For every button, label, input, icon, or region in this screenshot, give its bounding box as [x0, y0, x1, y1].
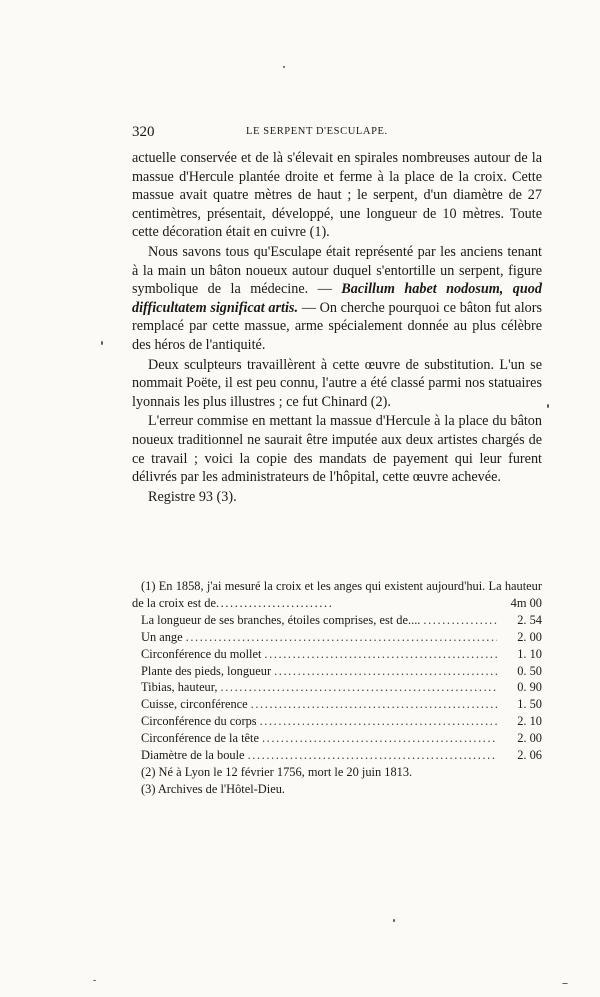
measurement-label: Circonférence du mollet	[141, 646, 262, 661]
measurement-row	[132, 679, 542, 696]
leader-dots	[264, 646, 497, 663]
paragraph-1: actuelle conservée et de là s'élevait en spirales nombreuses autour de la massue d'Hercule plantée droite et ferme à la place de la croix. Cette massue avait quatre mètres de haut ; le serpent, d'un diamètre de 27 centimètres, présentait, développé, une longueur de 10 mètres. Toute cette décoration était en cuivre (1).	[132, 150, 542, 241]
page-number: 320	[132, 124, 155, 140]
leader-dots	[260, 713, 497, 730]
measurement-value: 2. 06	[517, 748, 542, 763]
measurement-list	[132, 612, 542, 764]
paragraph-2	[132, 243, 542, 355]
leader-dots	[274, 663, 497, 680]
footnote-1-intro: (1) En 1858, j'ai mesuré la croix et les anges qui existent aujourd'hui. La hauteur de la croix est de......................... 4m 00	[132, 579, 542, 610]
measurement-value: 2. 54	[517, 612, 542, 627]
measurement-value: 1. 10	[517, 646, 542, 661]
measurement-label: Plante des pieds, longueur	[141, 663, 272, 678]
page-header	[132, 124, 532, 144]
body-text	[132, 149, 542, 506]
measurement-label: Circonférence de la tête	[141, 731, 259, 746]
measurement-row	[132, 730, 542, 747]
measurement-value: 2. 10	[517, 714, 542, 729]
measurement-value: 1. 50	[517, 697, 542, 712]
leader-dots	[262, 730, 497, 747]
paragraph-4: L'erreur commise en mettant la massue d'Hercule à la place du bâton noueux traditionnel ne saurait être imputée aux deux artistes chargés de ce travail ; voici la copie des mandats de payement qui leur furent délivrés par les administrateurs de l'hôpital, cette œuvre achevée.	[132, 413, 542, 486]
measurement-label: Tibias, hauteur,	[141, 680, 218, 695]
measurement-row	[132, 646, 542, 663]
measurement-value: 0. 90	[517, 680, 542, 695]
measurement-label: Cuisse, circonférence	[141, 697, 248, 712]
running-title: LE SERPENT D'ESCULAPE.	[246, 126, 388, 137]
leader-dots	[221, 679, 498, 696]
measurement-value: 2. 00	[517, 629, 542, 644]
measurement-label: La longueur de ses branches, étoiles comprises, est de....	[141, 612, 421, 627]
leader-dots	[423, 612, 497, 629]
paragraph-2-end: — On cherche pourquoi ce bâton fut alors remplacé par cette massue, arme spécialement donnée au plus célèbre des héros de l'antiquité.	[132, 299, 542, 353]
measurement-row	[132, 713, 542, 730]
measurement-row	[132, 696, 542, 713]
leader-dots	[248, 747, 497, 764]
measurement-value: 2. 00	[517, 731, 542, 746]
measurement-label: Diamètre de la boule	[141, 748, 245, 763]
measurement-value: 0. 50	[517, 663, 542, 678]
measurement-row	[132, 629, 542, 646]
leader-dots	[186, 629, 497, 646]
paragraph-2-start: Nous savons tous qu'Esculape était représenté par les anciens tenant à la main un bâton noueux autour duquel s'entortille un serpent, figure symbolique de la médecine. —	[132, 243, 542, 298]
paragraph-3: Deux sculpteurs travaillèrent à cette œuvre de substitution. L'un se nommait Poëte, il est peu connu, l'autre a été classé parmi nos statuaires lyonnais les plus illustres ; ce fut Chinard (2).	[132, 356, 542, 410]
leader-dots	[251, 696, 497, 713]
measurement-label: Circonférence du corps	[141, 714, 257, 729]
measurement-label: Un ange	[141, 629, 183, 644]
footnote-3: (3) Archives de l'Hôtel-Dieu.	[141, 781, 285, 796]
latin-quotation: Bacillum habet nodosum, quod difficultatem significat artis.	[132, 281, 542, 316]
footnote-2: (2) Né à Lyon le 12 février 1756, mort le 20 juin 1813.	[141, 764, 413, 779]
paragraph-5: Registre 93 (3).	[148, 488, 237, 505]
footnote-1-value: 4m 00	[510, 595, 542, 610]
measurement-row	[132, 612, 542, 629]
measurement-row	[132, 663, 542, 680]
footnotes	[132, 578, 542, 798]
measurement-row	[132, 747, 542, 764]
footnote-1-text: (1) En 1858, j'ai mesuré la croix et les anges qui existent aujourd'hui. La hauteur de la croix est de	[132, 579, 542, 610]
